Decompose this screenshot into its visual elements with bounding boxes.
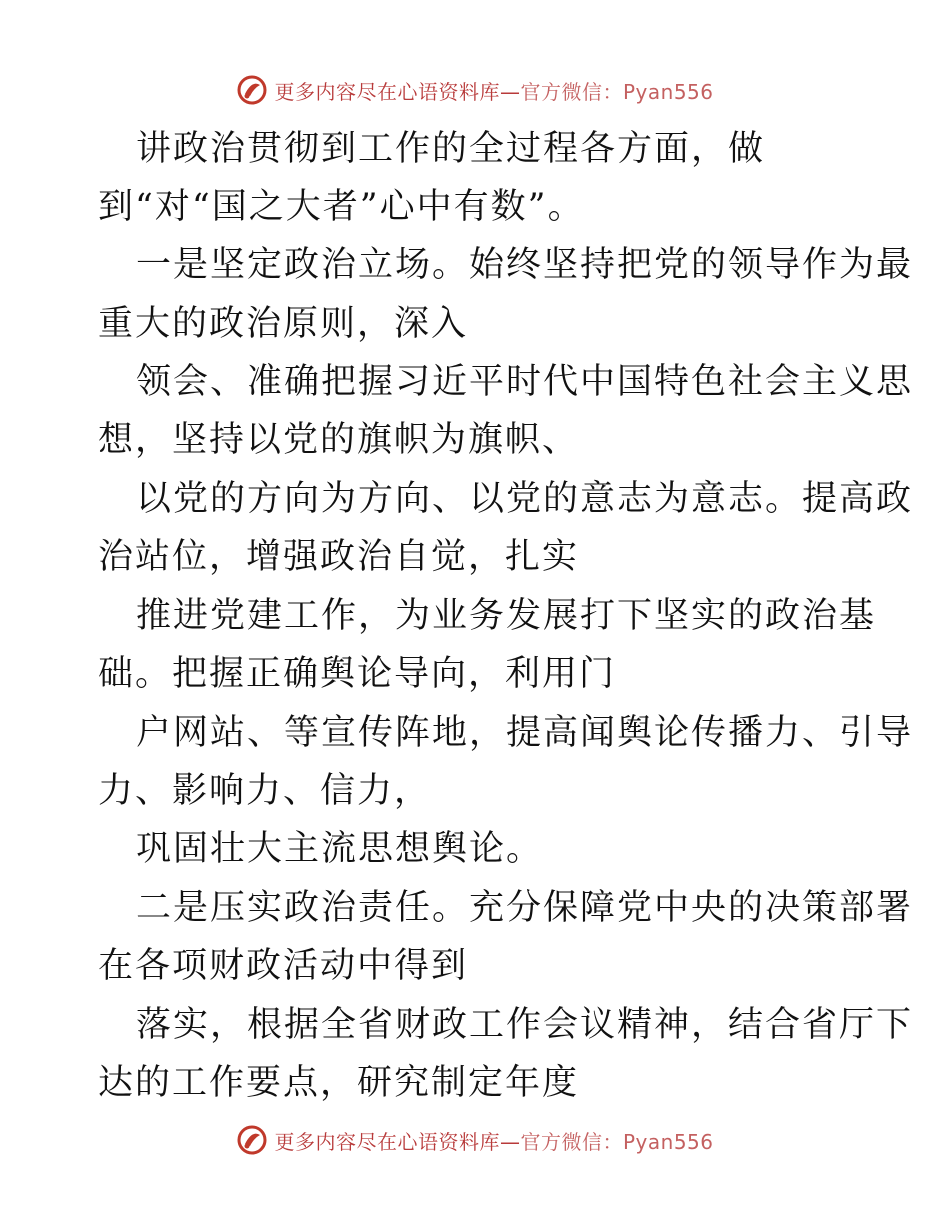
text-line-14: 二是压实政治责任。充分保障党中央的决策部署 bbox=[136, 888, 914, 928]
text-line-9: 推进党建工作，为业务发展打下坚实的政治基 bbox=[136, 596, 877, 636]
text-line-4: 重大的政治原则，深入 bbox=[98, 304, 469, 344]
header-separator: — bbox=[499, 79, 521, 104]
footer-source-text: 更多内容尽在心语资料库 bbox=[274, 1129, 500, 1154]
footer-separator: — bbox=[499, 1129, 521, 1154]
text-line-15: 在各项财政活动中得到 bbox=[98, 946, 469, 986]
text-line-11: 户网站、等宣传阵地，提高闻舆论传播力、引导 bbox=[136, 713, 914, 753]
logo-icon bbox=[236, 1124, 268, 1156]
footer-text bbox=[274, 1126, 713, 1155]
text-line-2: 到“对“国之大者”心中有数”。 bbox=[98, 187, 585, 227]
footer-wechat-id: Pyan556 bbox=[622, 1129, 714, 1154]
footer-wechat-label: 官方微信： bbox=[520, 1129, 623, 1154]
text-line-6: 想，坚持以党的旗帜为旗帜、 bbox=[98, 420, 580, 460]
header-wechat-id: Pyan556 bbox=[622, 79, 714, 104]
text-line-13: 巩固壮大主流思想舆论。 bbox=[136, 829, 544, 869]
header-wechat-label: 官方微信： bbox=[520, 79, 623, 104]
text-line-5: 领会、准确把握习近平时代中国特色社会主义思 bbox=[136, 362, 914, 402]
footer-banner bbox=[0, 1122, 950, 1158]
text-line-16: 落实，根据全省财政工作会议精神，结合省厅下 bbox=[136, 1005, 914, 1045]
text-line-10: 础。把握正确舆论导向，利用门 bbox=[98, 654, 617, 694]
text-line-3: 一是坚定政治立场。始终坚持把党的领导作为最 bbox=[136, 245, 914, 285]
text-line-1: 讲政治贯彻到工作的全过程各方面，做 bbox=[136, 129, 766, 169]
text-line-7: 以党的方向为方向、以党的意志为意志。提高政 bbox=[136, 479, 914, 519]
text-line-12: 力、影响力、信力， bbox=[98, 771, 432, 811]
text-line-8: 治站位，增强政治自觉，扎实 bbox=[98, 537, 580, 577]
text-line-17: 达的工作要点，研究制定年度 bbox=[98, 1063, 580, 1103]
header-source-text: 更多内容尽在心语资料库 bbox=[274, 79, 500, 104]
